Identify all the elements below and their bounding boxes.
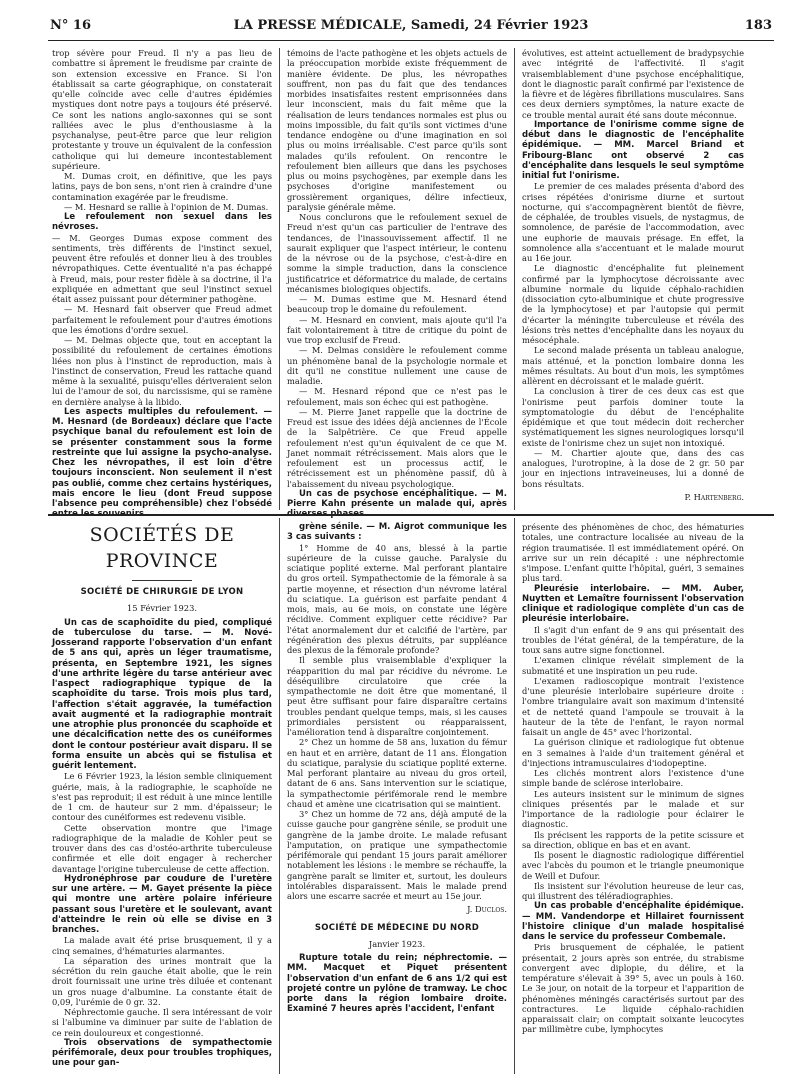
paragraph: Il semble plus vraisemblable d'expliquer la réapparition du mal par récidive du névrome. Le déséquilibre circulatoire que crée la sympathectomie ne doit être que momentané, il peut être suffisant pour faire disparaître certains troubles pendant quelque temps, mais, si les causes primordiales persistent ou réapparaissent, l'amélioration tend à disparaître conjointement. [287, 655, 507, 737]
paragraph: Les clichés montrent alors l'existence d'une simple bande de sclérose interlobaire. [522, 768, 744, 789]
paragraph: 1° Homme de 40 ans, blessé à la partie supérieure de la cuisse gauche. Paralysie du sciatique poplité externe. Mal perforant plantaire du gros orteil. Sympathectomie de la fémorale à sa partie moyenne, et résection d'un névrome latéral du sciatique. La guérison est parfaite pendant 4 mois, mais, au 6e mois, on constate une légère récidive. Comment expliquer cette récidive? Par l'état anormalement dur et calcifié de l'artère, par régénération des plexus détruits, par suppléance des plexus de la fémorale profonde? [287, 542, 507, 655]
paragraph: La malade avait été prise brusquement, il y a cinq semaines, d'hématuries alarmantes. [52, 935, 272, 956]
paragraph: — M. Delmas considère le refoulement comme un phénomène banal de la psychologie normale et dit qu'il ne constitue nullement une cause de maladie. [287, 345, 507, 386]
paragraph: M. Dumas croit, en définitive, que les pays latins, pays de bon sens, n'ont rien à craindre d'une contamination exagérée par le freudisme. [52, 171, 272, 202]
page-header [50, 18, 772, 38]
paragraph: L'examen radioscopique montrait l'existence d'une pleurésie interlobaire supérieure droite : l'ombre triangulaire avait son maximum d'intensité et de netteté quand l'ampoule se trouvait à la hauteur de la tête de l'enfant, le rayon normal faisait un angle de 45° avec l'horizontal. [522, 675, 744, 737]
paragraph: L'examen clinique révélait simplement de la submatité et une inspiration un peu rude. [522, 655, 744, 676]
article-heading: Un cas de psychose encéphalitique. — M. Pierre Kahn présente un malade qui, après diverses phases [287, 488, 507, 520]
article-heading: Les aspects multiples du refoulement. — M. Hesnard (de Bordeaux) déclare que l'acte psychique banal du refoulement est loin de se présenter constamment sous la forme restreinte que lui assigne la psycho-analyse. Chez les névropathes, il est loin d'être toujours inconscient. Non seulement il n'est pas oublié, comme chez certains hystériques, mais encore le lieu (dont Freud suppose l'absence peu compréhensible) chez l'obsédé entre les souvenirs [52, 406, 272, 520]
paragraph: Les auteurs insistent sur le minimum de signes cliniques présentés par le malade et sur l'importance de la radiologie pour éclairer le diagnostic. [522, 788, 744, 830]
society-title: SOCIÉTÉ DE CHIRURGIE DE LYON [80, 587, 244, 597]
society-title: SOCIÉTÉ DE MÉDECINE DU NORD [314, 922, 480, 933]
top-column-3 [522, 48, 744, 510]
paragraph: — M. Hesnard fait observer que Freud admet parfaitement le refoulement pour d'autres émotions que les émotions d'ordre sexuel. [52, 304, 272, 335]
paragraph: Ils insistent sur l'évolution heureuse de leur cas, qui illustrent des téléradiographies. [522, 880, 744, 901]
paragraph: — M. Hesnard répond que ce n'est pas le refoulement, mais son échec qui est pathogène. [287, 386, 507, 407]
paragraph: Ils posent le diagnostic radiologique différentiel avec l'abcès du poumon et le triangle pneumonique de Weill et Dufour. [522, 850, 744, 881]
paragraph: Pris brusquement de céphalée, le patient présentait, 2 jours après son entrée, du strabisme convergent avec diplopie, du délire, et la température s'élevait à 39° 5, avec un pouls à 160. Le 3e jour, on notait de la torpeur et l'apparition de phénomènes méningés caractérisés surtout par des contractures. Le liquide céphalo-rachidien apparaissait clair; on comptait soixante leucocytes par millimètre cube, lymphocytes [522, 942, 744, 1035]
paragraph: Ils précisent les rapports de la petite scissure et sa direction, oblique en bas et en avant. [522, 829, 744, 850]
article-heading: Importance de l'onirisme comme signe de début dans le diagnostic de l'encéphalite épidémique. — MM. Marcel Briand et Fribourg-Blanc ont observé 2 cas d'encéphalite dans lesquels le seul symptôme initial fut l'onirisme. [522, 119, 744, 181]
article-heading: Pleurésie interlobaire. — MM. Auber, Nuytten et Lemaître fournissent l'observation clinique et radiologique complète d'un cas de pleurésie interlobaire. [522, 583, 744, 625]
session-date: Janvier 1923. [368, 938, 426, 949]
paragraph: Cette observation montre que l'image radiographique de la maladie de Kohler peut se trouver dans des cas d'ostéo-arthrite tuberculeuse confirmée et elle doit engager à rechercher davantage l'origine tuberculeuse de cette affection. [52, 822, 272, 874]
section-title: SOCIÉTÉS DE PROVINCE [89, 524, 235, 572]
paragraph: Nous conclurons que le refoulement sexuel de Freud n'est qu'un cas particulier de l'entrave des tendances, de l'inassouvissement affectif. Il ne saurait expliquer que l'aspect intérieur, le contenu de la névrose ou de la psychose, c'est-à-dire en somme la simple traduction, dans la conscience justificatrice et déformatrice du malade, de certains mécanismes biologiques objectifs. [287, 212, 507, 294]
article-heading: Hydronéphrose par coudure de l'uretère sur une artère. — M. Gayet présente la pièce qui montre une artère polaire inférieure passant sous l'uretère et le soulevant, avant d'atteindre le rein où elle se divise en 3 branches. [52, 873, 272, 935]
bottom-column-1 [52, 522, 272, 1069]
paragraph: trop sévère pour Freud. Il n'y a pas lieu de combattre si âprement le freudisme par crainte de son extension excessive en France. Si l'on établissait sa carte géographique, on constaterait qu'elle coïncide avec celle d'autres épidémies mystiques dont notre pays a toujours été préservé. Ce sont les nations anglo-saxonnes qui se sont ralliées avec le plus d'enthousiasme à la psychanalyse, peut-être parce que leur religion protestante y trouve un équivalent de la confession catholique qui lui demeure incontestablement supérieure. [52, 48, 272, 171]
author-signature: J. Duclos. [467, 904, 507, 915]
paragraph: La conclusion à tirer de ces deux cas est que l'onirisme peut parfois dominer toute la symptomatologie du début de l'encéphalite épidémique et que tout médecin doit rechercher systématiquement les signes neurologiques lorsqu'il existe de l'onirisme chez un sujet non intoxiqué. [522, 386, 744, 448]
paragraph: — M. Dumas estime que M. Hesnard étend beaucoup trop le domaine du refoulement. [287, 294, 507, 315]
paragraph: Le premier de ces malades présenta d'abord des crises répétées d'onirisme diurne et surtout nocturne, qui s'accompagnèrent bientôt de fièvre, de céphalée, de troubles visuels, de nystagmus, de somnolence, de parésie de l'accommodation, avec une euphorie de mauvais présage. En effet, la somnolence alla s'accentuant et le malade mourut au 16e jour. [522, 181, 744, 263]
paragraph: présente des phénomènes de choc, des hématuries totales, une contracture localisée au niveau de la région traumatisée. Il est immédiatement opéré. On arrive sur un rein décapité : une néphrectomie s'impose. L'enfant quitte l'hôpital, guéri, 3 semaines plus tard. [522, 522, 744, 584]
section-rule [48, 514, 774, 516]
header-rule [48, 40, 774, 41]
paragraph: Il s'agit d'un enfant de 9 ans qui présentait des troubles de l'état général, de la température, de la toux sans autre signe fonctionnel. [522, 624, 744, 655]
journal-title: LA PRESSE MÉDICALE, Samedi, 24 Février 1923 [233, 18, 589, 33]
paragraph: La séparation des urines montrait que la sécrétion du rein gauche était abolie, que le rein droit fournissait une urine très diluée et contenant un gros nuage d'albumine. La constante était de 0,09, l'urémie de 0 gr. 32. [52, 955, 272, 1007]
bottom-column-1-body [52, 587, 272, 1069]
issue-number: N° 16 [50, 18, 91, 33]
top-column-1 [52, 48, 272, 520]
paragraph: Le second malade présenta un tableau analogue, mais atténué, et la ponction lombaire donna les mêmes résultats. Au bout d'un mois, les symptômes allèrent en décroissant et le malade guérit. [522, 345, 744, 386]
article-heading: grène sénile. — M. Aigrot communique les 3 cas suivants : [287, 522, 507, 543]
paragraph: 2° Chez un homme de 58 ans, luxation du fémur en haut et en arrière, datant de 11 ans. Élongation du sciatique, paralysie du sciatique poplité externe. Mal perforant plantaire au niveau du gros orteil, datant de 6 ans. Sans intervention sur le sciatique, la sympathectomie périfémorale rend le membre chaud et amène une cicatrisation qui se maintient. [287, 737, 507, 809]
article-heading: Un cas de scaphoïdite du pied, compliqué de tuberculose du tarse. — M. Nové-Josserand rapporte l'observation d'un enfant de 5 ans qui, après un léger traumatisme, présenta, en Septembre 1921, les signes d'une arthrite légère du tarse antérieur avec l'aspect radiographique typique de la scaphoïdite du tarse. Trois mois plus tard, l'affection s'était aggravée, la tuméfaction avait augmenté et la radiographie montrait une atrophie plus prononcée du scaphoïde et une décalcification nette des os cunéiformes dont le contour postérieur avait disparu. Il se forma ensuite un abcès qui se fistulisa et guérit lentement. [52, 617, 272, 771]
article-heading: Rupture totale du rein; néphrectomie. — MM. Macquet et Piquet présentent l'observation d'un enfant de 6 ans 1/2 qui est projeté contre un pylône de tramway. Le choc porte dans la région lombaire droite. Examiné 7 heures après l'accident, l'enfant [287, 953, 507, 1015]
bottom-column-3 [522, 522, 744, 1035]
paragraph: Le diagnostic d'encéphalite fut pleinement confirmé par la lymphocytose décroissante avec albumine normale du liquide céphalo-rachidien (dissociation cyto-albuminique et chute progressive de la lymphocytose) et par l'autopsie qui permit d'écarter la méningite tuberculeuse et révéla des lésions très nettes d'encéphalite dans les noyaux du mésocéphale. [522, 263, 744, 345]
paragraph: — M. Hesnard en convient, mais ajoute qu'il l'a fait volontairement à titre de critique du point de vue trop exclusif de Freud. [287, 314, 507, 345]
top-column-2 [287, 48, 507, 520]
session-date: 15 Février 1923. [127, 603, 197, 614]
paragraph: La guérison clinique et radiologique fut obtenue en 3 semaines à l'aide d'un traitement général et d'injections intramusculaires d'iodopeptine. [522, 737, 744, 768]
paragraph: Le 6 Février 1923, la lésion semble cliniquement guérie, mais, à la radiographie, le scaphoïde ne s'est pas reproduit; il est réduit à une mince lentille de 1 cm. de hauteur sur 2 mm. d'épaisseur; le contour des cunéiformes est redevenu visible. [52, 771, 272, 823]
article-heading: Un cas probable d'encéphalite épidémique. — MM. Vandendorpe et Hillairet fournissent l'histoire clinique d'un malade hospitalisé dans le service du professeur Combemale. [522, 901, 744, 942]
paragraph: évolutives, est atteint actuellement de bradypsychie avec intégrité de l'affectivité. Il s'agit vraisemblablement d'une psychose encéphalitique, dont le diagnostic paraît confirmé par l'existence de la fièvre et de légères fibrillations musculaires. Sans ces deux derniers symptômes, la nature exacte de ce trouble mental aurait été sans doute méconnue. [522, 48, 744, 120]
divider [132, 580, 192, 581]
author-signature: P. Hartenberg. [684, 491, 744, 502]
column-divider [514, 48, 515, 510]
article-heading: Le refoulement non sexuel dans les névroses. [52, 212, 272, 233]
paragraph: témoins de l'acte pathogène et les objets actuels de la préoccupation morbide existe fréquemment de manière évidente. De plus, les névropathes souffrent, non pas du fait que des tendances morbides insatisfaites restent emprisonnées dans leur inconscient, mais du fait même que la réalisation de leurs tendances normales est plus ou moins impossible, du fait qu'ils sont victimes d'une tendance endogène ou d'une imagination en soi plus ou moins irréalisable. C'est parce qu'ils sont malades qu'ils refoulent. On rencontre le refoulement bien ailleurs que dans les psychoses plus ou moins psychogènes, par exemple dans les psychoses d'origine manifestement ou grossièrement organiques, délire infectieux, paralysie générale même. [287, 48, 507, 212]
article-heading: Trois observations de sympathectomie périfémorale, deux pour troubles trophiques, une pour gan- [52, 1037, 272, 1069]
page-number: 183 [744, 18, 772, 33]
column-divider [514, 518, 515, 1074]
bottom-column-2 [287, 522, 507, 1015]
paragraph: — M. Georges Dumas expose comment des sentiments, très différents de l'instinct sexuel, peuvent être refoulés et donner lieu à des troubles névropathiques. Cette éventualité n'a pas échappé à Freud, mais, pour rester fidèle à sa doctrine, il l'a expliquée en admettant que seul l'instinct sexuel était assez puissant pour déterminer pathogène. [52, 232, 272, 304]
paragraph: — M. Pierre Janet rappelle que la doctrine de Freud est issue des idées déjà anciennes de l'École de la Salpêtrière. Ce que Freud appelle refoulement n'est qu'un équivalent de ce que M. Janet nommait rétrécissement. Mais alors que le refoulement est un processus actif, le rétrécissement est un phénomène passif, dû à l'abaissement du niveau psychologique. [287, 406, 507, 489]
paragraph: 3° Chez un homme de 72 ans, déjà amputé de la cuisse gauche pour gangrène sénile, se produit une gangrène de la jambe droite. Le malade refusant l'amputation, on pratique une sympathectomie périfémorale qui pendant 15 jours parait améliorer notablement les lésions : le membre se réchauffe, la gangrène paraît se limiter et, surtout, les douleurs intolérables disparaissent. Mais le malade prend alors une escarre sacrée et meurt au 15e jour. [287, 809, 507, 901]
paragraph: — M. Delmas objecte que, tout en acceptant la possibilité du refoulement de certaines émotions liées non plus à l'instinct de reproduction, mais à l'instinct de conservation, Freud les rattache quand même à la sexualité, puisqu'elles dériveraient selon lui de l'amour de soi, du narcissisme, qui se ramène en dernière analyse à la libido. [52, 335, 272, 407]
column-divider [279, 48, 280, 510]
paragraph: — M. Chartier ajoute que, dans des cas analogues, l'urotropine, à la dose de 2 gr. 50 par jour en injections intraveineuses, lui a donné de bons résultats. [522, 447, 744, 489]
paragraph: Néphrectomie gauche. Il sera intéressant de voir si l'albumine va diminuer par suite de l'ablation de ce rein douloureux et congestionné. [52, 1007, 272, 1038]
paragraph: — M. Hesnard se rallie à l'opinion de M. Dumas. [64, 201, 269, 212]
column-divider [279, 518, 280, 1074]
